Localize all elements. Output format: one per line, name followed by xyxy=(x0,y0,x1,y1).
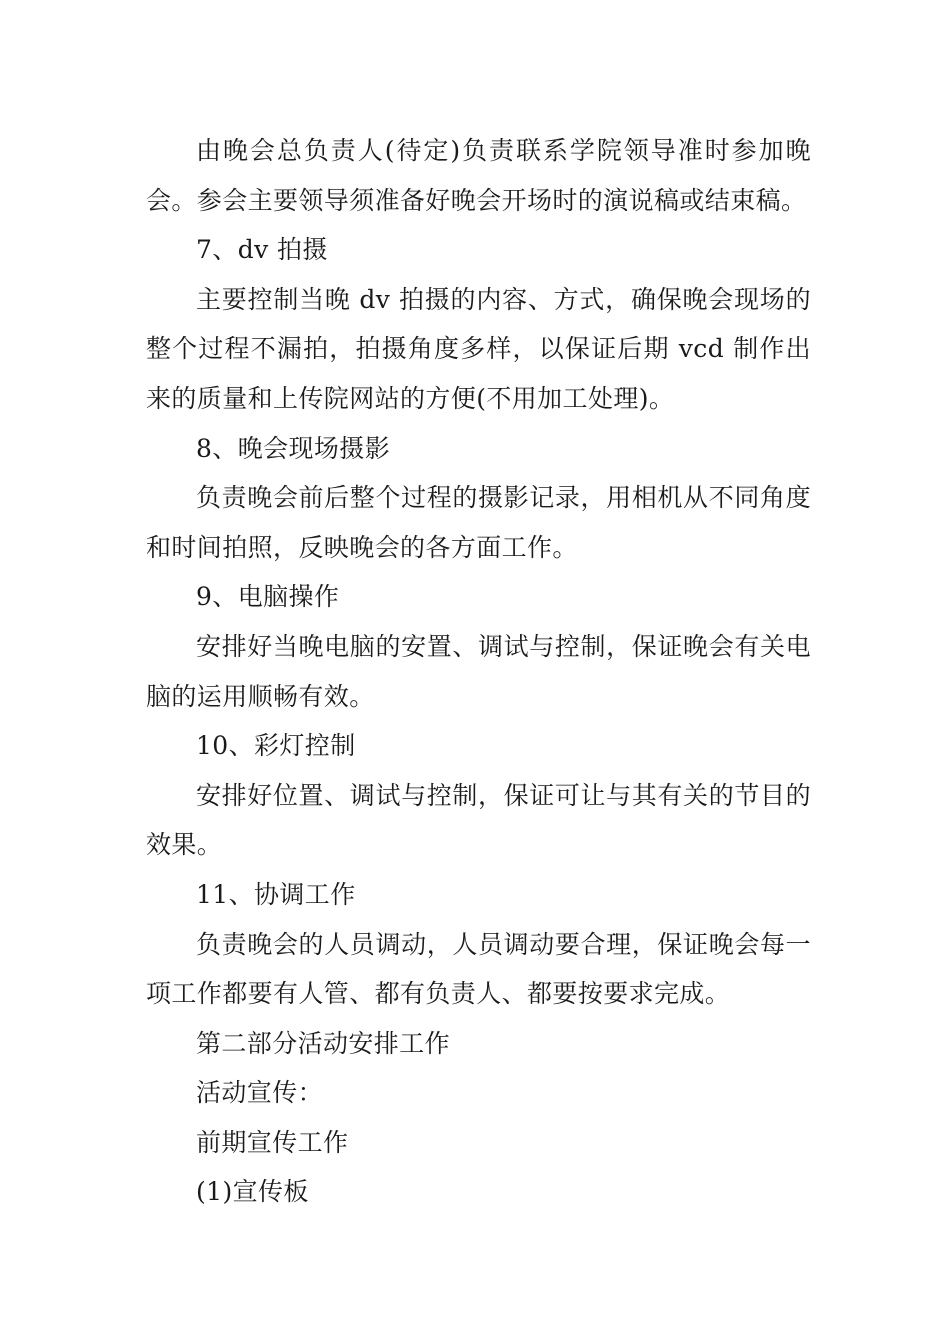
heading-publicity: 活动宣传： xyxy=(196,1078,324,1108)
paragraph-leader-attendance: 由晚会总负责人(待定)负责联系学院领导准时参加晚会。参会主要领导须准备好晚会开场时的演说稿或结束稿。 xyxy=(146,136,811,215)
paragraph-coordination: 负责晚会的人员调动，人员调动要合理，保证晚会每一项工作都要有人管、都有负责人、都要按要求完成。 xyxy=(146,929,811,1009)
heading-photography: 8、晚会现场摄影 xyxy=(196,433,391,463)
item-publicity-board: (1)宣传板 xyxy=(196,1177,309,1207)
paragraph-dv-filming: 主要控制当晚 dv 拍摄的内容、方式，确保晚会现场的整个过程不漏拍，拍摄角度多样，以保证后期 vcd 制作出来的质量和上传院网站的方便(不用加工处理)。 xyxy=(146,284,811,413)
heading-computer-operation: 9、电脑操作 xyxy=(196,582,340,612)
heading-dv-filming: 7、dv 拍摄 xyxy=(196,235,328,265)
heading-early-publicity: 前期宣传工作 xyxy=(196,1127,349,1157)
heading-coordination: 11、协调工作 xyxy=(196,879,356,909)
paragraph-lighting-control: 安排好位置、调试与控制，保证可让与其有关的节目的效果。 xyxy=(146,780,811,860)
heading-part-two: 第二部分活动安排工作 xyxy=(196,1028,451,1058)
document-body xyxy=(146,126,811,1217)
heading-lighting-control: 10、彩灯控制 xyxy=(196,731,356,761)
paragraph-photography: 负责晚会前后整个过程的摄影记录，用相机从不同角度和时间拍照，反映晚会的各方面工作。 xyxy=(146,483,811,562)
paragraph-computer-operation: 安排好当晚电脑的安置、调试与控制，保证晚会有关电脑的运用顺畅有效。 xyxy=(146,631,811,711)
